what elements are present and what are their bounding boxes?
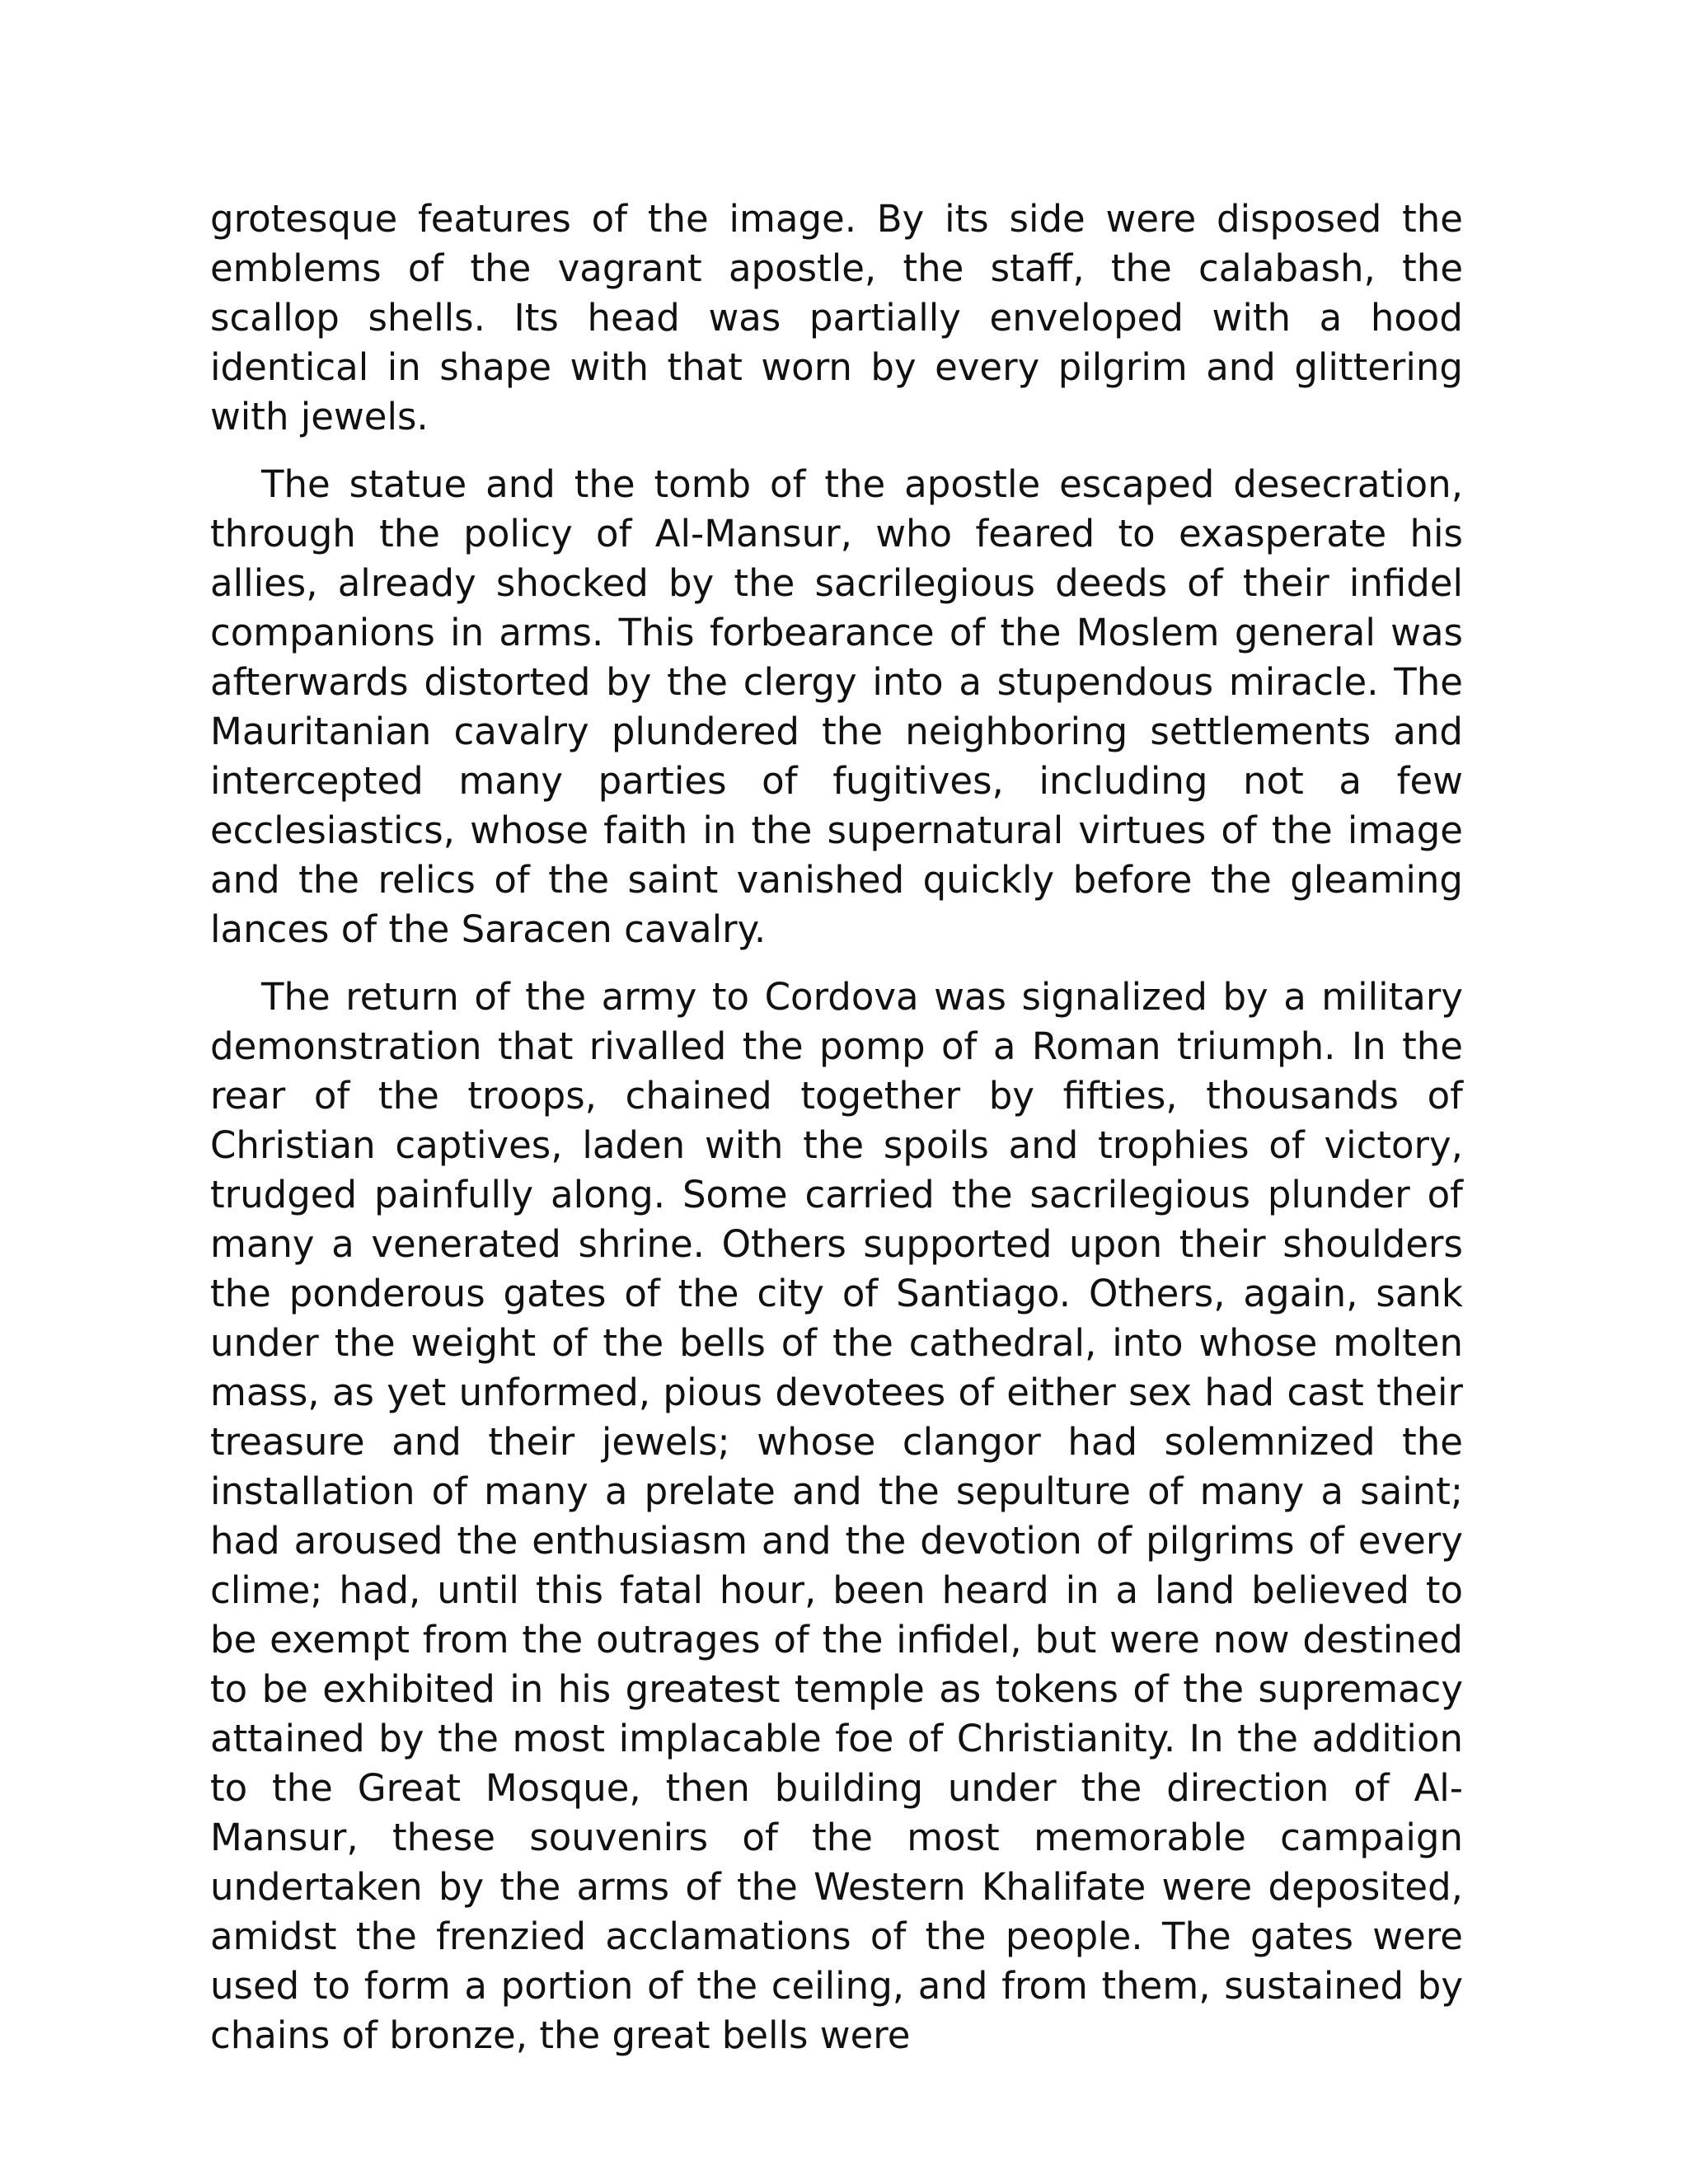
paragraph-2: The statue and the tomb of the apostle escaped desecration, through the policy of Al-Mansur, who feared to exasperate his allies, already shocked by the sacrilegious deeds of their infidel companions in arms. This forbearance of the Moslem general was afterwards distorted by the clergy into a stupendous miracle. The Mauritanian cavalry plundered the neighboring settlements and intercepted many parties of fugitives, including not a few ecclesiastics, whose faith in the supernatural virtues of the image and the relics of the saint vanished quickly before the gleaming lances of the Saracen cavalry. (210, 462, 1463, 951)
paragraph-1: grotesque features of the image. By its side were disposed the emblems of the vagrant apostle, the staff, the calabash, the scallop shells. Its head was partially enveloped with a hood identical in shape with that worn by every pilgrim and glittering with jewels. (210, 197, 1463, 438)
paragraph-3: The return of the army to Cordova was signalized by a military demonstration that rivalled the pomp of a Roman triumph. In the rear of the troops, chained together by fifties, thousands of Christian captives, laden with the spoils and trophies of victory, trudged painfully along. Some carried the sacrilegious plunder of many a venerated shrine. Others supported upon their shoulders the ponderous gates of the city of Santiago. Others, again, sank under the weight of the bells of the cathedral, into whose molten mass, as yet unformed, pious devotees of either sex had cast their treasure and their jewels; whose clangor had solemnized the installation of many a prelate and the sepulture of many a saint; had aroused the enthusiasm and the devotion of pilgrims of every clime; had, until this fatal hour, been heard in a land believed to be exempt from the outrages of the infidel, but were now destined to be exhibited in his greatest temple as tokens of the supremacy attained by the most implacable foe of Christianity. In the addition to the Great Mosque, then building under the direction of Al-Mansur, these souvenirs of the most memorable campaign undertaken by the arms of the Western Khalifate were deposited, amidst the frenzied acclamations of the people. The gates were used to form a portion of the ceiling, and from them, sustained by chains of bronze, the great bells were (210, 975, 1463, 2057)
body-text (210, 194, 1463, 2079)
